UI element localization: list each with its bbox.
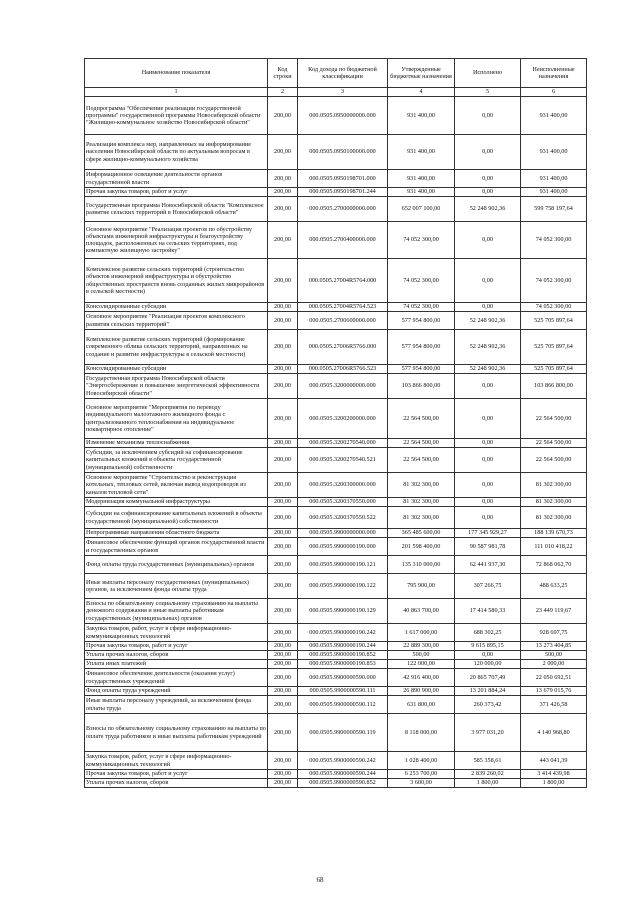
cell-line-code: 200,00 [268,538,298,556]
cell-approved: 631 800,00 [388,696,455,714]
cell-line-code: 200,00 [268,770,298,779]
cell-income-code: 000.0505.0950100000.000 [298,135,388,170]
report-sheet [84,58,586,788]
cell-executed: 3 977 031,20 [455,714,521,752]
cell-approved: 931 400,00 [388,135,455,170]
cell-executed: 0,00 [455,448,521,473]
cell-approved: 577 954 800,00 [388,312,455,330]
cell-income-code: 000.0505.9900000190.121 [298,556,388,574]
cell-unexecuted: 371 426,58 [521,696,587,714]
column-number: 3 [298,88,388,97]
cell-indicator-name: Уплата прочих налогов, сборов [85,651,268,660]
cell-unexecuted: 525 705 897,64 [521,330,587,365]
cell-indicator-name: Взносы по обязательному социальному страхованию на выплаты денежного содержания и иные выплаты работникам государственных (муниципальных) органов [85,599,268,624]
cell-approved: 931 400,00 [388,170,455,188]
cell-income-code: 000.0505.0950198701.000 [298,170,388,188]
cell-executed: 177 345 929,27 [455,529,521,538]
table-row [85,365,587,374]
cell-indicator-name: Основное мероприятие "Реализация проектов по обустройству объектами инженерной инфраструктуры и благоустройству площадок, расположенных на сельских территориях, под компактную жилищную застройку" [85,222,268,259]
cell-income-code: 000.0505.3200200000.000 [298,399,388,439]
table-row [85,669,587,687]
cell-line-code: 200,00 [268,448,298,473]
table-row [85,188,587,197]
cell-executed: 120 000,00 [455,660,521,669]
cell-income-code: 000.0505.3200300000.000 [298,473,388,498]
table-row [85,714,587,752]
cell-indicator-name: Фонд оплаты труда учреждений [85,687,268,696]
cell-approved: 1 617 000,00 [388,624,455,642]
cell-line-code: 200,00 [268,779,298,788]
cell-approved: 365 485 600,00 [388,529,455,538]
cell-income-code: 000.0505.9900000590.242 [298,752,388,770]
cell-approved: 795 900,00 [388,574,455,599]
cell-line-code: 200,00 [268,399,298,439]
cell-indicator-name: Основное мероприятие "Строительство и реконструкция котельных, тепловых сетей, включая вывод водопроводов из каналов тепловой сети" [85,473,268,498]
cell-unexecuted: 525 705 897,64 [521,365,587,374]
cell-income-code: 000.0505.9900000000.000 [298,529,388,538]
cell-line-code: 200,00 [268,687,298,696]
cell-executed: 585 358,61 [455,752,521,770]
cell-unexecuted: 72 868 062,70 [521,556,587,574]
table-row [85,135,587,170]
cell-income-code: 000.0505.27006R5766.000 [298,330,388,365]
cell-indicator-name: Государственная программа Новосибирской области "Энергосбережение и повышение энергетической эффективности Новосибирской области" [85,374,268,399]
cell-unexecuted: 22 564 500,00 [521,448,587,473]
table-row [85,312,587,330]
cell-executed: 0,00 [455,97,521,135]
cell-income-code: 000.0505.9900000190.242 [298,624,388,642]
cell-approved: 22 564 500,00 [388,448,455,473]
cell-approved: 1 028 400,00 [388,752,455,770]
cell-line-code: 200,00 [268,660,298,669]
cell-income-code: 000.0505.27006R5766.523 [298,365,388,374]
table-row [85,259,587,303]
cell-unexecuted: 525 705 897,64 [521,312,587,330]
cell-executed: 0,00 [455,135,521,170]
table-body [85,97,587,788]
cell-approved: 22 889 300,00 [388,642,455,651]
cell-income-code: 000.0505.2700400000.000 [298,222,388,259]
cell-approved: 931 400,00 [388,97,455,135]
cell-line-code: 200,00 [268,507,298,529]
cell-executed: 52 248 902,36 [455,312,521,330]
cell-income-code: 000.0505.9900000190.129 [298,599,388,624]
header-income-code: Код дохода по бюджетной классификации [298,59,388,88]
cell-executed: 90 587 981,78 [455,538,521,556]
cell-approved: 40 863 700,00 [388,599,455,624]
budget-execution-table [84,58,587,788]
cell-line-code: 200,00 [268,529,298,538]
cell-approved: 3 600,00 [388,779,455,788]
table-row [85,197,587,222]
cell-line-code: 200,00 [268,473,298,498]
cell-executed: 260 373,42 [455,696,521,714]
cell-executed: 0,00 [455,222,521,259]
cell-indicator-name: Консолидированные субсидии [85,303,268,312]
cell-unexecuted: 22 564 500,00 [521,399,587,439]
cell-executed: 0,00 [455,498,521,507]
column-number: 2 [268,88,298,97]
cell-income-code: 000.0505.9900000590.244 [298,770,388,779]
cell-line-code: 200,00 [268,669,298,687]
cell-approved: 81 302 300,00 [388,507,455,529]
cell-line-code: 200,00 [268,714,298,752]
cell-unexecuted: 443 041,39 [521,752,587,770]
table-row [85,556,587,574]
cell-indicator-name: Модернизация коммунальной инфраструктуры [85,498,268,507]
cell-line-code: 200,00 [268,574,298,599]
cell-indicator-name: Основное мероприятие "Реализация проектов комплексного развития сельских территорий" [85,312,268,330]
cell-line-code: 200,00 [268,259,298,303]
cell-income-code: 000.0505.9900000190.000 [298,538,388,556]
cell-executed: 0,00 [455,439,521,448]
cell-executed: 0,00 [455,507,521,529]
cell-approved: 42 916 400,00 [388,669,455,687]
cell-line-code: 200,00 [268,222,298,259]
cell-unexecuted: 2 000,00 [521,660,587,669]
cell-executed: 2 839 260,02 [455,770,521,779]
cell-approved: 201 598 400,00 [388,538,455,556]
cell-indicator-name: Государственная программа Новосибирской области "Комплексное развитие сельских территорий в Новосибирской области" [85,197,268,222]
cell-approved: 74 052 300,00 [388,303,455,312]
cell-line-code: 200,00 [268,97,298,135]
cell-line-code: 200,00 [268,197,298,222]
cell-line-code: 200,00 [268,642,298,651]
cell-executed: 0,00 [455,259,521,303]
cell-income-code: 000.0505.9900000590.119 [298,714,388,752]
column-number: 1 [85,88,268,97]
column-number: 6 [521,88,587,97]
cell-approved: 74 052 300,00 [388,222,455,259]
cell-income-code: 000.0505.3200370550.000 [298,498,388,507]
cell-approved: 577 954 800,00 [388,330,455,365]
cell-executed: 688 302,25 [455,624,521,642]
cell-indicator-name: Финансовое обеспечение деятельности (оказания услуг) государственных учреждений [85,669,268,687]
cell-approved: 22 564 500,00 [388,399,455,439]
cell-line-code: 200,00 [268,303,298,312]
cell-executed: 13 201 884,24 [455,687,521,696]
cell-line-code: 200,00 [268,374,298,399]
cell-income-code: 000.0505.3200370550.522 [298,507,388,529]
cell-approved: 81 302 300,00 [388,498,455,507]
cell-approved: 74 052 300,00 [388,259,455,303]
cell-executed: 52 248 902,36 [455,365,521,374]
cell-unexecuted: 931 400,00 [521,97,587,135]
cell-unexecuted: 188 139 670,73 [521,529,587,538]
cell-approved: 26 890 900,00 [388,687,455,696]
table-row [85,170,587,188]
cell-income-code: 000.0505.2700600000.000 [298,312,388,330]
table-row [85,642,587,651]
header-line-code: Код строки [268,59,298,88]
cell-indicator-name: Иные выплаты персоналу учреждений, за исключением фонда оплаты труда [85,696,268,714]
cell-line-code: 200,00 [268,556,298,574]
column-number-row [85,88,587,97]
cell-indicator-name: Подпрограмма "Обеспечение реализации государственной программы" государственной программы Новосибирской области "Жилищно-коммунальное хозяйство Новосибирской области" [85,97,268,135]
cell-income-code: 000.0505.9900000590.000 [298,669,388,687]
cell-income-code: 000.0505.9900000590.852 [298,779,388,788]
cell-indicator-name: Прочая закупка товаров, работ и услуг [85,642,268,651]
table-row [85,97,587,135]
cell-unexecuted: 931 400,00 [521,135,587,170]
table-row [85,574,587,599]
table-row [85,529,587,538]
cell-unexecuted: 488 633,25 [521,574,587,599]
cell-executed: 0,00 [455,188,521,197]
table-row [85,399,587,439]
page-number: 68 [316,876,324,884]
cell-line-code: 200,00 [268,439,298,448]
table-row [85,687,587,696]
cell-line-code: 200,00 [268,365,298,374]
cell-unexecuted: 13 679 015,76 [521,687,587,696]
cell-unexecuted: 81 302 300,00 [521,498,587,507]
table-row [85,752,587,770]
cell-income-code: 000.0505.9900000590.111 [298,687,388,696]
table-row [85,599,587,624]
cell-indicator-name: Изменение механизма теплоснабжения [85,439,268,448]
cell-line-code: 200,00 [268,330,298,365]
table-row [85,538,587,556]
cell-approved: 22 564 500,00 [388,439,455,448]
table-row [85,448,587,473]
cell-indicator-name: Комплексное развитие сельских территорий (строительство объектов инженерной инфраструктуры и обустройство общественных пространств вновь созданных жилых микрорайонов в сельской местности) [85,259,268,303]
cell-approved: 8 118 000,00 [388,714,455,752]
cell-line-code: 200,00 [268,498,298,507]
table-row [85,374,587,399]
cell-line-code: 200,00 [268,651,298,660]
cell-unexecuted: 74 052 300,00 [521,259,587,303]
cell-approved: 500,00 [388,651,455,660]
table-row [85,696,587,714]
cell-income-code: 000.0505.2700000000.000 [298,197,388,222]
cell-unexecuted: 1 800,00 [521,779,587,788]
cell-indicator-name: Закупка товаров, работ, услуг в сфере информационно-коммуникационных технологий [85,752,268,770]
table-row [85,303,587,312]
cell-unexecuted: 22 564 500,00 [521,439,587,448]
cell-indicator-name: Консолидированные субсидии [85,365,268,374]
cell-unexecuted: 81 302 300,00 [521,473,587,498]
cell-income-code: 000.0505.9900000590.112 [298,696,388,714]
cell-line-code: 200,00 [268,312,298,330]
cell-approved: 122 000,00 [388,660,455,669]
cell-unexecuted: 22 050 692,51 [521,669,587,687]
cell-income-code: 000.0505.9900000190.852 [298,651,388,660]
cell-indicator-name: Уплата иных платежей [85,660,268,669]
cell-indicator-name: Информационное освещение деятельности органов государственной власти [85,170,268,188]
cell-approved: 652 007 100,00 [388,197,455,222]
cell-income-code: 000.0505.3200270540.000 [298,439,388,448]
cell-executed: 0,00 [455,374,521,399]
cell-line-code: 200,00 [268,752,298,770]
cell-unexecuted: 74 052 300,00 [521,303,587,312]
cell-executed: 0,00 [455,473,521,498]
cell-executed: 17 414 580,33 [455,599,521,624]
cell-income-code: 000.0505.9900000190.122 [298,574,388,599]
cell-executed: 9 615 895,15 [455,642,521,651]
cell-indicator-name: Прочая закупка товаров, работ и услуг [85,770,268,779]
cell-unexecuted: 3 414 439,98 [521,770,587,779]
cell-indicator-name: Субсидии, за исключением субсидий на софинансирование капитальных вложений в объекты государственной (муниципальной) собственности [85,448,268,473]
table-row [85,779,587,788]
cell-line-code: 200,00 [268,170,298,188]
cell-unexecuted: 931 400,00 [521,170,587,188]
cell-unexecuted: 81 302 300,00 [521,507,587,529]
table-row [85,330,587,365]
cell-executed: 0,00 [455,651,521,660]
cell-approved: 81 302 300,00 [388,473,455,498]
cell-income-code: 000.0505.0950198701.244 [298,188,388,197]
cell-unexecuted: 599 758 197,64 [521,197,587,222]
table-row [85,624,587,642]
cell-indicator-name: Прочая закупка товаров, работ и услуг [85,188,268,197]
cell-executed: 0,00 [455,170,521,188]
cell-income-code: 000.0505.27004R5764.523 [298,303,388,312]
cell-indicator-name: Реализация комплекса мер, направленных на информирование населения Новосибирской области по актуальным вопросам в сфере жилищно-коммунального хозяйства [85,135,268,170]
cell-approved: 577 954 800,00 [388,365,455,374]
cell-executed: 52 248 902,36 [455,330,521,365]
cell-approved: 135 310 000,00 [388,556,455,574]
cell-unexecuted: 23 449 119,67 [521,599,587,624]
cell-indicator-name: Взносы по обязательному социальному страхованию на выплаты по оплате труда работников и иные выплаты работникам учреждений [85,714,268,752]
column-number: 5 [455,88,521,97]
cell-executed: 0,00 [455,399,521,439]
cell-indicator-name: Субсидии на софинансирование капитальных вложений в объекты государственной (муниципальной) собственности [85,507,268,529]
table-row [85,660,587,669]
cell-unexecuted: 103 866 800,00 [521,374,587,399]
column-number: 4 [388,88,455,97]
table-row [85,498,587,507]
cell-indicator-name: Непрограммные направления областного бюджета [85,529,268,538]
header-indicator-name: Наименование показателя [85,59,268,88]
cell-indicator-name: Фонд оплаты труда государственных (муниципальных) органов [85,556,268,574]
cell-unexecuted: 111 010 418,22 [521,538,587,556]
cell-income-code: 000.0505.9900000190.853 [298,660,388,669]
cell-indicator-name: Основное мероприятие "Мероприятия по переводу индивидуального малоэтажного жилищного фонда с централизованного теплоснабжения на индивидуальное поквартирное отопление" [85,399,268,439]
cell-unexecuted: 931 400,00 [521,188,587,197]
header-unexecuted: Неисполненные назначения [521,59,587,88]
cell-unexecuted: 500,00 [521,651,587,660]
table-row [85,222,587,259]
cell-executed: 62 441 937,30 [455,556,521,574]
cell-income-code: 000.0505.3200270540.521 [298,448,388,473]
cell-executed: 0,00 [455,303,521,312]
table-row [85,473,587,498]
cell-executed: 1 800,00 [455,779,521,788]
cell-executed: 307 266,75 [455,574,521,599]
table-row [85,439,587,448]
cell-line-code: 200,00 [268,188,298,197]
cell-approved: 103 866 800,00 [388,374,455,399]
table-header-row [85,59,587,88]
cell-income-code: 000.0505.27004R5764.000 [298,259,388,303]
cell-unexecuted: 74 052 300,00 [521,222,587,259]
cell-income-code: 000.0505.9900000190.244 [298,642,388,651]
cell-income-code: 000.0505.0950000000.000 [298,97,388,135]
cell-indicator-name: Закупка товаров, работ, услуг в сфере информационно-коммуникационных технологий [85,624,268,642]
cell-line-code: 200,00 [268,599,298,624]
cell-indicator-name: Иные выплаты персоналу государственных (муниципальных) органов, за исключением фонда оплаты труда [85,574,268,599]
cell-unexecuted: 928 697,75 [521,624,587,642]
table-row [85,770,587,779]
cell-unexecuted: 4 140 968,80 [521,714,587,752]
cell-executed: 52 248 902,36 [455,197,521,222]
cell-indicator-name: Финансовое обеспечение функций органов государственной власти и государственных органов [85,538,268,556]
cell-approved: 931 400,00 [388,188,455,197]
header-approved: Утвержденные бюджетные назначения [388,59,455,88]
cell-income-code: 000.0505.3200000000.000 [298,374,388,399]
cell-line-code: 200,00 [268,624,298,642]
table-row [85,651,587,660]
cell-approved: 6 253 700,00 [388,770,455,779]
cell-indicator-name: Комплексное развитие сельских территорий (формирование современного облика сельских территорий, направленных на создание и развитие инфраструктуры в сельской местности) [85,330,268,365]
cell-line-code: 200,00 [268,696,298,714]
cell-line-code: 200,00 [268,135,298,170]
cell-unexecuted: 13 273 404,85 [521,642,587,651]
cell-indicator-name: Уплата прочих налогов, сборов [85,779,268,788]
header-executed: Исполнено [455,59,521,88]
cell-executed: 20 865 707,49 [455,669,521,687]
table-row [85,507,587,529]
